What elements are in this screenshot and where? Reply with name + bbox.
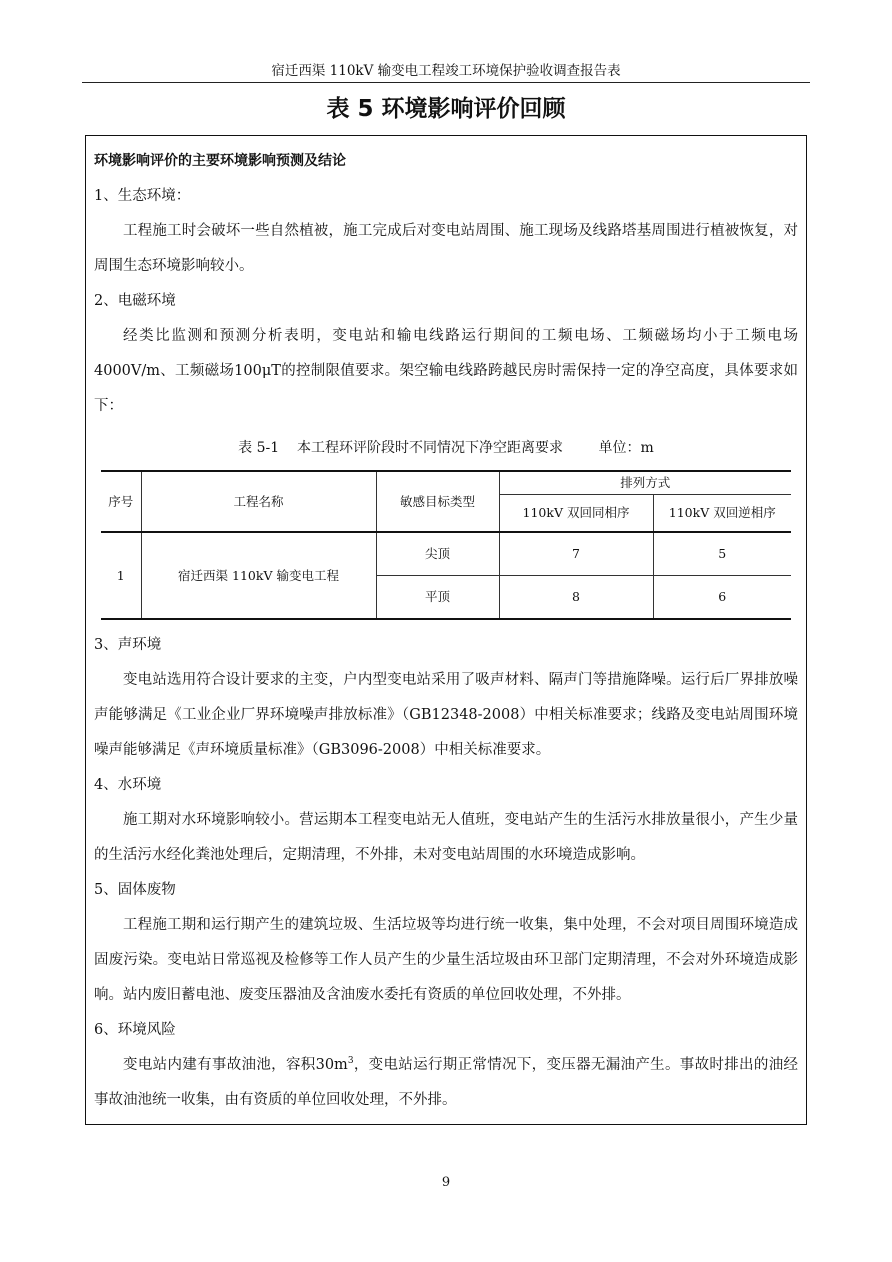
page-title: 表 5 环境影响评价回顾 [326,96,566,122]
cell-same-phase: 7 [499,532,653,576]
header-target-type: 敏感目标类型 [376,471,499,532]
solid-waste-paragraph: 工程施工期和运行期产生的建筑垃圾、生活垃圾等均进行统一收集，集中处理，不会对项目周围环境造成固废污染。变电站日常巡视及检修等工作人员产生的少量生活垃圾由环卫部门定期清理，不会对外环境造成影响。站内废旧蓄电池、废变压器油及含油废水委托有资质的单位回收处理，不外排。 [94,917,798,1003]
cell-target: 平顶 [376,576,499,620]
page-number: 9 [441,1175,451,1190]
cell-project: 宿迁西渠 110kV 输变电工程 [141,532,376,619]
cell-reverse-phase: 5 [653,532,791,576]
ecology-heading: 1、生态环境： [94,188,191,204]
table-header-row [101,471,791,495]
header-project: 工程名称 [141,471,376,532]
cell-seq: 1 [101,532,141,619]
content-frame [85,135,807,1125]
risk-text-end: ，变电站运行期正常情况下，变压器无漏油产生。事故时排出的油经事故油池统一收集，由有资质的单位回收处理，不外排。 [94,1057,799,1108]
noise-heading: 3、声环境 [94,637,162,653]
cell-same-phase: 8 [499,576,653,620]
emf-paragraph: 经类比监测和预测分析表明，变电站和输电线路运行期间的工频电场、工频磁场均小于工频电场4000V/m、工频磁场100μT的控制限值要求。架空输电线路跨越民房时需保持一定的净空高度，具体要求如下： [94,328,798,414]
risk-superscript: 3 [347,1056,354,1067]
risk-text-start: 变电站内建有事故油池，容积30m [123,1057,348,1073]
cell-reverse-phase: 6 [653,576,791,620]
running-header: 宿迁西渠 110kV 输变电工程竣工环境保护验收调查报告表 [271,63,621,79]
table-caption: 表 5-1 本工程环评阶段时不同情况下净空距离要求 单位：m [238,440,654,456]
noise-paragraph: 变电站选用符合设计要求的主变，户内型变电站采用了吸声材料、隔声门等措施降噪。运行后厂界排放噪声能够满足《工业企业厂界环境噪声排放标准》（GB12348-2008）中相关标准要求；线路及变电站周围环境噪声能够满足《声环境质量标准》（GB3096-2008）中相关标准要求。 [94,672,798,758]
risk-heading: 6、环境风险 [94,1022,176,1038]
water-heading: 4、水环境 [94,777,162,793]
header-rule [82,82,810,83]
content-body [94,144,798,1118]
header-arrangement: 排列方式 [499,471,791,495]
clearance-table [101,470,791,620]
solid-waste-heading: 5、固体废物 [94,882,176,898]
header-reverse-phase: 110kV 双回逆相序 [653,495,791,533]
emf-heading: 2、电磁环境 [94,293,176,309]
water-paragraph: 施工期对水环境影响较小。营运期本工程变电站无人值班，变电站产生的生活污水排放量很小，产生少量的生活污水经化粪池处理后，定期清理，不外排，未对变电站周围的水环境造成影响。 [94,812,798,863]
risk-paragraph [94,1048,798,1118]
header-same-phase: 110kV 双回同相序 [499,495,653,533]
header-seq: 序号 [101,471,141,532]
cell-target: 尖顶 [376,532,499,576]
section-heading: 环境影响评价的主要环境影响预测及结论 [94,153,346,169]
ecology-paragraph: 工程施工时会破坏一些自然植被，施工完成后对变电站周围、施工现场及线路塔基周围进行植被恢复，对周围生态环境影响较小。 [94,223,798,274]
table-row [101,532,791,576]
